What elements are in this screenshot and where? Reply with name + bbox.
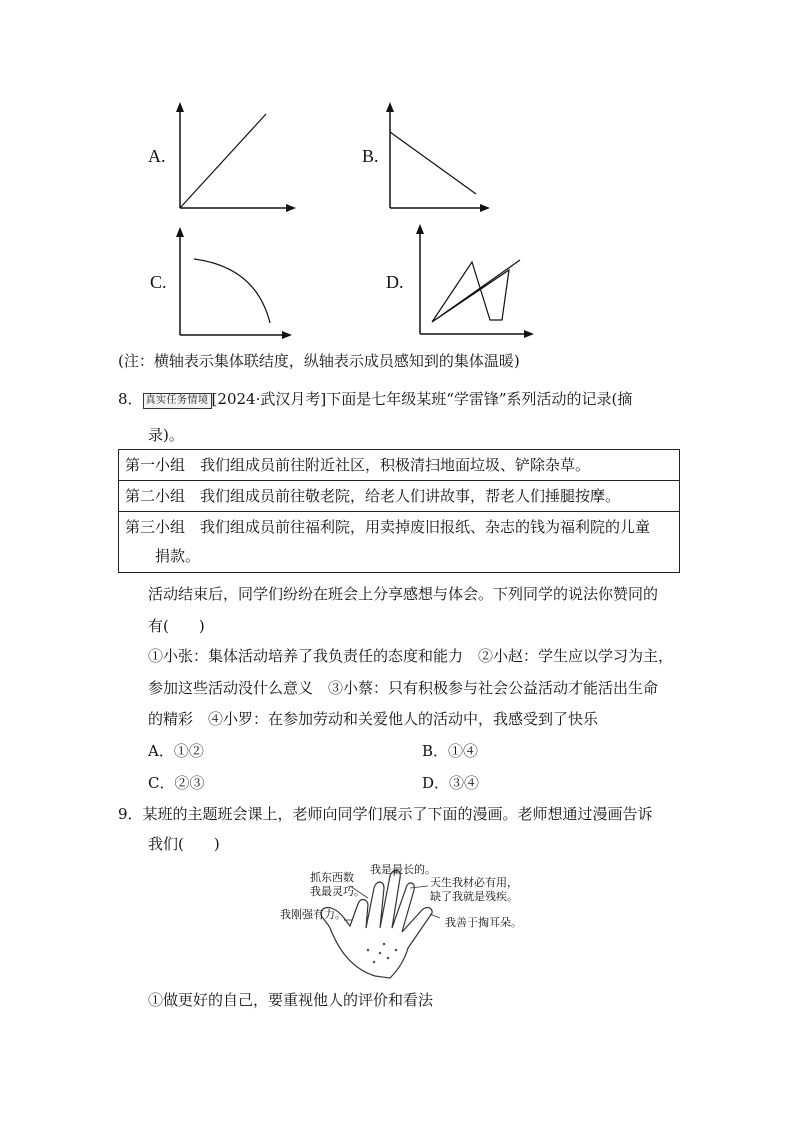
bubble-ring-line1: 天生我材必有用， — [430, 876, 518, 889]
graph-a-y-arrow — [176, 102, 184, 112]
q9-number: 9． — [118, 805, 143, 823]
graph-d-curve — [432, 260, 520, 322]
table-row — [119, 512, 680, 573]
table-cell — [119, 512, 680, 573]
table-row — [119, 450, 680, 481]
q8-stem-line2: 录)。 — [148, 426, 184, 444]
graph-d-y-arrow — [416, 224, 424, 234]
graph-a — [170, 100, 300, 215]
q9-stem-text: 某班的主题班会课上，老师向同学们展示了下面的漫画。老师想通过漫画告诉 — [142, 805, 653, 823]
q8-record2-text: 我们组成员前往敬老院，给老人们讲故事，帮老人们捶腿按摩。 — [200, 487, 621, 505]
graph-b-y-arrow — [386, 102, 394, 112]
graphs-note: (注：横轴表示集体联结度，纵轴表示成员感知到的集体温暖) — [118, 352, 520, 370]
graph-d — [412, 222, 542, 340]
q8-option-d[interactable]: D．③④ — [422, 774, 480, 792]
graph-c-label: C. — [150, 272, 167, 292]
q8-tag: 真实任务情境 — [143, 393, 212, 409]
bubble-middle: 我是最长的。 — [370, 863, 436, 876]
graph-b — [380, 100, 510, 215]
q8-option-c[interactable]: C．②③ — [148, 774, 205, 792]
graph-b-curve — [390, 132, 476, 194]
graph-b-x-arrow — [480, 204, 490, 212]
q9-stem-line1 — [118, 804, 653, 824]
graph-c-y-arrow — [176, 227, 184, 237]
q8-record-table — [118, 449, 680, 573]
bubble-index-line1: 抓东西数 — [310, 871, 354, 884]
q8-record3-group: 第三小组 — [125, 518, 186, 536]
graph-c-curve — [194, 259, 270, 323]
graph-a-x-arrow — [286, 204, 296, 212]
graph-a-curve — [180, 114, 266, 208]
table-cell — [119, 450, 680, 481]
graph-a-label: A. — [148, 146, 166, 166]
table-cell — [119, 481, 680, 512]
q8-stem-text: [2024·武汉月考]下面是七年级某班“学雷锋”系列活动的记录(摘 — [211, 390, 633, 408]
q8-record1-text: 我们组成员前往附近社区，积极清扫地面垃圾、铲除杂草。 — [200, 456, 591, 474]
q8-after-line1: 活动结束后，同学们纷纷在班会上分享感想与体会。下列同学的说法你赞同的 — [148, 585, 659, 603]
bubble-little: 我善于掏耳朵。 — [445, 916, 522, 929]
q9-cartoon — [280, 858, 540, 980]
q9-statement1: ①做更好的自己，要重视他人的评价和看法 — [148, 991, 434, 1009]
q8-option-a[interactable]: A．①② — [148, 742, 204, 760]
q8-after-line2: 有( ) — [148, 617, 205, 635]
bubble-thumb: 我刚强有力。 — [280, 908, 346, 921]
q8-record2-group: 第二小组 — [125, 487, 186, 505]
graph-c — [170, 225, 300, 340]
bubble-ring-line2: 缺了我就是残疾。 — [430, 890, 518, 903]
q8-record1-group: 第一小组 — [125, 456, 186, 474]
q8-record3-text: 我们组成员前往福利院，用卖掉废旧报纸、杂志的钱为福利院的儿童 — [200, 518, 651, 536]
q9-stem-line2: 我们( ) — [148, 835, 220, 853]
graph-d-x-arrow — [524, 330, 534, 338]
q8-statements-line2: 参加这些活动没什么意义 ③小蔡：只有积极参与社会公益活动才能活出生命 — [148, 679, 659, 697]
q8-statements-line1: ①小张：集体活动培养了我负责任的态度和能力 ②小赵：学生应以学习为主， — [148, 647, 674, 665]
graph-d-label: D. — [386, 272, 404, 292]
graph-b-label: B. — [362, 146, 379, 166]
graph-c-x-arrow — [282, 331, 292, 339]
table-row — [119, 481, 680, 512]
q8-stem-line1 — [118, 389, 632, 409]
q8-number: 8． — [118, 390, 143, 408]
bubble-index-line2: 我最灵巧。 — [310, 885, 365, 898]
q8-record3-text2: 捐款。 — [155, 547, 201, 565]
q8-option-b[interactable]: B．①④ — [422, 742, 479, 760]
q8-statements-line3: 的精彩 ④小罗：在参加劳动和关爱他人的活动中，我感受到了快乐 — [148, 710, 599, 728]
